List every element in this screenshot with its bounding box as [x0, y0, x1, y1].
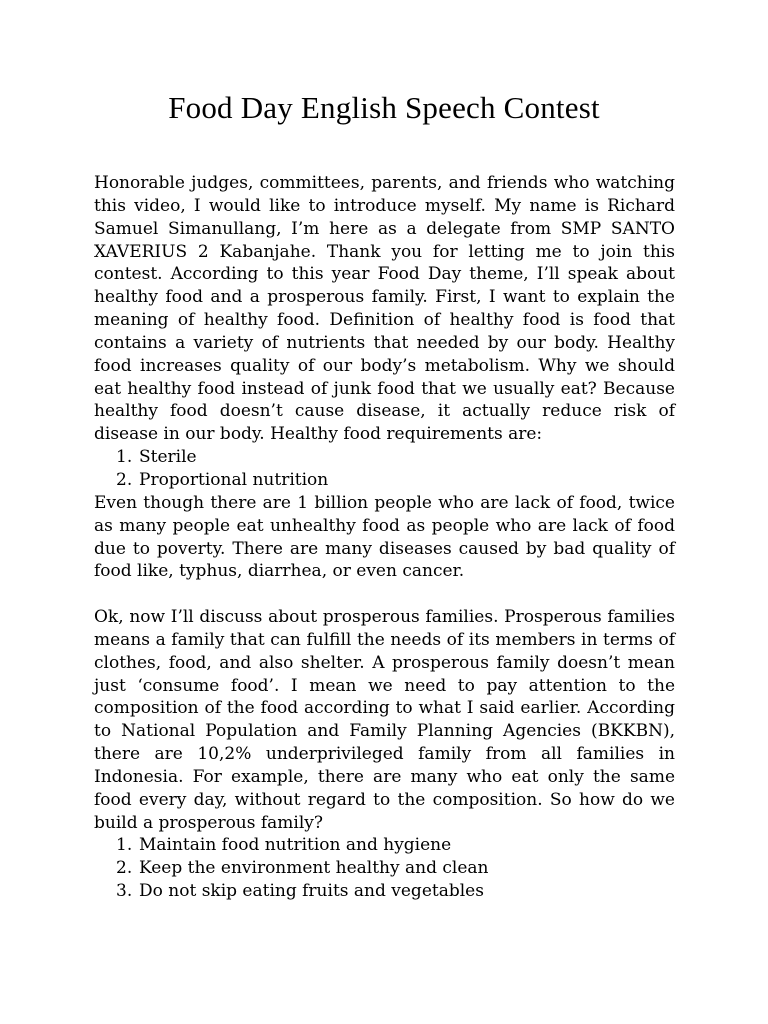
document-body — [94, 172, 675, 903]
list-item-number: 1. — [116, 835, 133, 856]
list-item — [94, 857, 675, 880]
list-item-text: Proportional nutrition — [139, 469, 329, 490]
paragraph-prosperous-families: Ok, now I’ll discuss about prosperous families. Prosperous families means a family that can fulfill the needs of its members in terms of clothes, food, and also shelter. A prosperous family doesn’t mean just ‘consume food’. I mean we need to pay attention to the composition of the food according to what I said earlier. According to National Population and Family Planning Agencies (BKKBN), there are 10,2% underprivileged family from all families in Indonesia. For example, there are many who eat only the same food every day, without regard to the composition. So how do we build a prosperous family? — [94, 607, 675, 833]
list-item — [94, 834, 675, 857]
list-item-number: 2. — [116, 469, 133, 490]
requirements-list — [94, 446, 675, 492]
paragraph-lack-of-food: Even though there are 1 billion people who are lack of food, twice as many people eat unhealthy food as people who are lack of food due to poverty. There are many diseases caused by bad quality of food like, typhus, diarrhea, or even cancer. — [94, 492, 675, 582]
list-item-number: 2. — [116, 858, 133, 879]
list-item — [94, 469, 675, 492]
list-item-number: 1. — [116, 447, 133, 468]
paragraph-spacer — [94, 583, 675, 606]
list-item-text: Sterile — [139, 447, 197, 468]
paragraph-intro: Honorable judges, committees, parents, and friends who watching this video, I would like to introduce myself. My name is Richard Samuel Simanullang, I’m here as a delegate from SMP SANTO XAVERIUS 2 Kabanjahe. Thank you for letting me to join this contest. According to this year Food Day theme, I’ll speak about healthy food and a prosperous family. First, I want to explain the meaning of healthy food. Definition of healthy food is food that contains a variety of nutrients that needed by our body. Healthy food increases quality of our body’s metabolism. Why we should eat healthy food instead of junk food that we usually eat? Because healthy food doesn’t cause disease, it actually reduce risk of disease in our body. Healthy food requirements are: — [94, 173, 675, 445]
document-title: Food Day English Speech Contest — [168, 90, 600, 125]
list-item-number: 3. — [116, 881, 133, 902]
list-item-text: Keep the environment healthy and clean — [139, 858, 489, 879]
prosperous-family-steps-list — [94, 834, 675, 903]
list-item — [94, 446, 675, 469]
list-item-text: Do not skip eating fruits and vegetables — [139, 881, 484, 902]
list-item-text: Maintain food nutrition and hygiene — [139, 835, 452, 856]
list-item — [94, 880, 675, 903]
